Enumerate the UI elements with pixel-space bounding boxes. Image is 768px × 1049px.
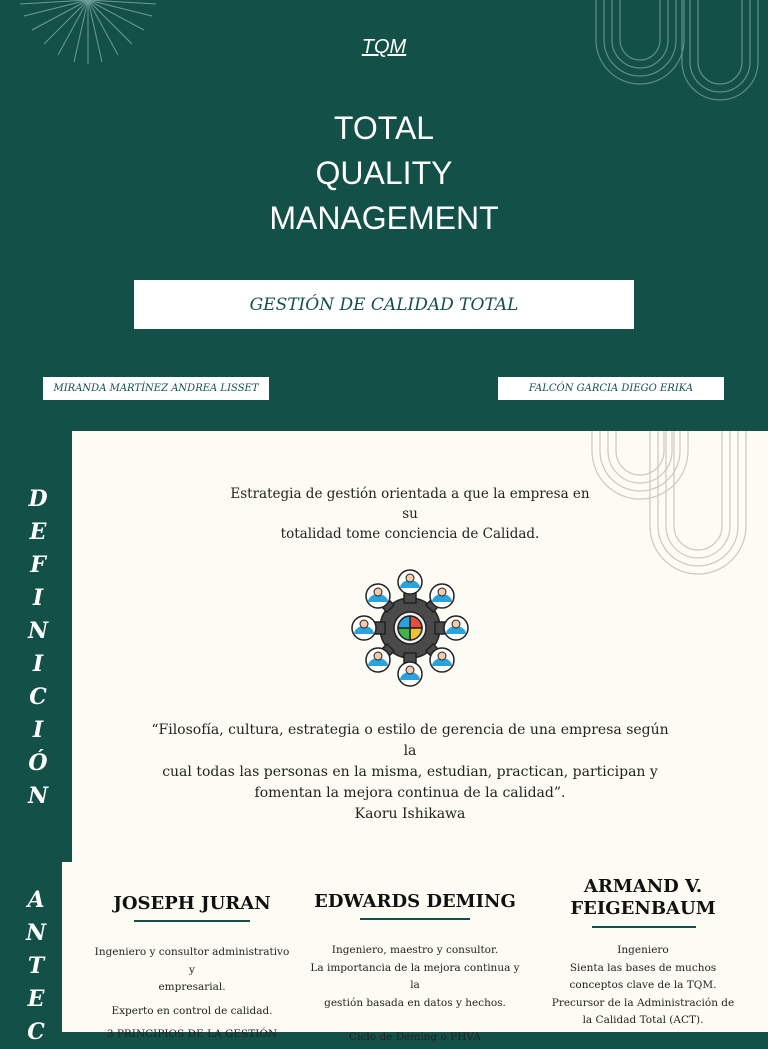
name-line: EDWARDS DEMING xyxy=(314,891,516,912)
side-letter: N xyxy=(25,920,47,946)
arch-decoration-definition xyxy=(588,431,768,576)
desc-line: empresarial. xyxy=(158,981,226,993)
name-line: JOSEPH JURAN xyxy=(113,893,271,914)
desc-line: Experto en control de calidad. xyxy=(111,1004,273,1017)
name-line: ARMAND V. xyxy=(583,876,703,897)
side-letter: I xyxy=(32,585,44,611)
quote-line-1: “Filosofía, cultura, estrategia o estilo de gerencia de una empresa según la xyxy=(151,722,669,759)
definicion-side-label xyxy=(22,483,54,813)
quote-author: Kaoru Ishikawa xyxy=(354,806,466,822)
title-line-2: QUALITY xyxy=(315,155,453,191)
desc-line: Precursor de la Administración de xyxy=(551,996,735,1009)
title-line-3: MANAGEMENT xyxy=(269,200,499,236)
side-letter: N xyxy=(27,618,49,644)
side-letter: I xyxy=(32,651,44,677)
side-letter: C xyxy=(27,1019,45,1045)
person-desc-feigenbaum xyxy=(547,942,739,1030)
teamwork-gear-icon xyxy=(350,568,470,688)
desc-line: Ingeniero y consultor administrativo y xyxy=(94,946,290,976)
name-line: FEIGENBAUM xyxy=(570,898,716,919)
side-letter: I xyxy=(32,717,44,743)
desc-line: gestión basada en datos y hechos. xyxy=(324,996,506,1009)
side-letter: C xyxy=(29,684,47,710)
sunburst-decoration xyxy=(0,0,170,70)
author-left: MIRANDA MARTÍNEZ ANDREA LISSET xyxy=(53,383,259,394)
person-name-juran xyxy=(92,893,292,915)
subtitle: GESTIÓN DE CALIDAD TOTAL xyxy=(249,294,519,315)
author-left-box xyxy=(43,377,269,400)
tqm-tag: TQM xyxy=(361,36,407,58)
definition-text xyxy=(222,484,598,544)
desc-line: Sienta las bases de muchos xyxy=(569,961,717,974)
desc-line: La importancia de la mejora continua y la xyxy=(310,961,520,991)
desc-line: conceptos clave de la TQM. xyxy=(569,979,717,991)
desc-line: Ciclo de Deming o PHVA xyxy=(349,1031,481,1043)
author-right-box xyxy=(498,377,724,400)
person-desc-deming xyxy=(310,942,520,1047)
person-name-deming xyxy=(310,891,520,913)
side-letter: A xyxy=(27,887,45,913)
definition-line-1: Estrategia de gestión orientada a que la empresa en su xyxy=(230,486,590,522)
desc-line: 3 PRINCIPIOS DE LA GESTIÓN xyxy=(106,1028,278,1040)
name-underline xyxy=(592,926,696,928)
name-underline xyxy=(134,920,250,922)
desc-line: la Calidad Total (ACT). xyxy=(582,1014,704,1026)
subtitle-box xyxy=(134,280,634,329)
side-letter: T xyxy=(27,953,45,979)
title-line-1: TOTAL xyxy=(333,110,435,146)
side-letter: F xyxy=(30,552,46,578)
person-name-feigenbaum xyxy=(547,876,739,920)
name-underline xyxy=(360,918,470,920)
side-letter: D xyxy=(28,486,48,512)
antecedentes-side-label xyxy=(20,884,52,1049)
desc-line xyxy=(310,1012,520,1029)
side-letter: E xyxy=(29,519,47,545)
quote-line-2: cual todas las personas en la misma, estudian, practican, participan y xyxy=(162,764,658,780)
definition-line-2: totalidad tome conciencia de Calidad. xyxy=(280,526,540,542)
person-desc-juran xyxy=(92,944,292,1044)
page-title xyxy=(0,106,768,241)
side-letter: N xyxy=(27,783,49,809)
quote-line-3: fomentan la mejora continua de la calidad”. xyxy=(254,785,566,801)
ishikawa-quote xyxy=(150,720,670,825)
desc-line: Ingeniero, maestro y consultor. xyxy=(331,944,499,956)
author-right: FALCÓN GARCIA DIEGO ERIKA xyxy=(528,383,694,394)
side-letter: E xyxy=(27,986,45,1012)
side-letter: Ó xyxy=(28,750,48,776)
desc-line: Ingeniero xyxy=(617,944,669,956)
